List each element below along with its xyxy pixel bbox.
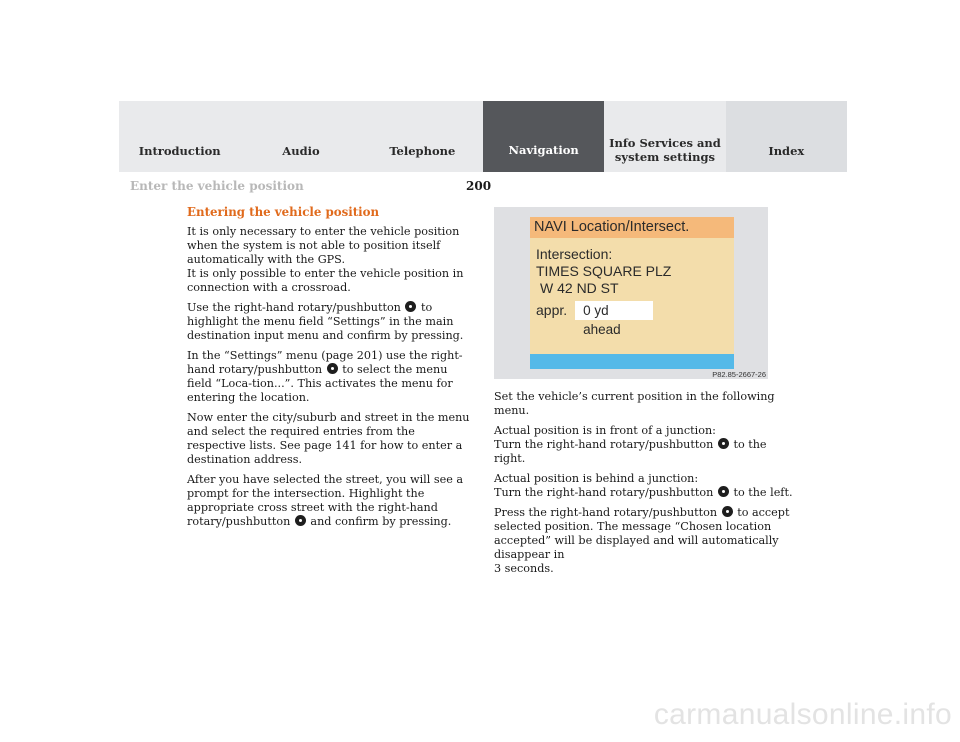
rotary-pushbutton-icon (295, 515, 306, 526)
screen-approx-value: 0 yd ahead (575, 301, 653, 320)
section-heading: Entering the vehicle position (187, 205, 380, 219)
text-segment: Turn the right-hand rotary/pushbutton (494, 438, 717, 451)
left-column (187, 205, 472, 535)
paragraph-location-menu (187, 349, 472, 405)
tab-telephone[interactable]: Telephone (362, 101, 483, 172)
navigation-display-figure (494, 207, 768, 379)
paragraph-gps (187, 225, 472, 295)
tab-navigation[interactable]: Navigation (483, 101, 604, 172)
screen-intersection-label: Intersection: (536, 246, 613, 262)
text-segment: Actual position is behind a junction: (494, 472, 699, 485)
screen-status-bar (530, 354, 734, 369)
tab-index[interactable]: Index (726, 101, 847, 172)
tab-info-services[interactable]: Info Services and system settings (604, 101, 725, 172)
rotary-pushbutton-icon (405, 301, 416, 312)
text-segment: After you have selected the street, you will see a prompt for the intersection. Highlight the appropriate cross street with the right-hand rotary/pushbutton (187, 473, 464, 528)
rotary-pushbutton-icon (327, 363, 338, 374)
paragraph-front-junction (494, 424, 794, 466)
screen-title: NAVI Location/Intersect. (530, 217, 734, 238)
screen-street-cross: W 42 ND ST (540, 280, 619, 296)
paragraph-settings (187, 301, 472, 343)
paragraph-behind-junction (494, 472, 794, 500)
tab-introduction[interactable]: Introduction (119, 101, 240, 172)
text-segment: and confirm by pressing. (306, 515, 452, 528)
rotary-pushbutton-icon (718, 438, 729, 449)
section-title: Enter the vehicle position (130, 179, 304, 193)
paragraph-set-position: Set the vehicle’s current position in the following menu. (494, 390, 775, 417)
text-segment: Actual position is in front of a junction: (494, 424, 716, 437)
screen-approx-row (536, 300, 653, 337)
figure-code: P82.85-2667-26 (712, 370, 766, 379)
text-segment: Turn the right-hand rotary/pushbutton (494, 486, 717, 499)
text-segment: to select the menu field “Loca-tion...”. This activates the menu for entering the location. (187, 363, 453, 404)
paragraph-crossroad-text: It is only possible to enter the vehicle position in connection with a crossroad. (187, 267, 464, 294)
site-watermark: carmanualsonline.info (653, 698, 952, 731)
paragraph-accept-position (494, 506, 794, 576)
tab-audio[interactable]: Audio (240, 101, 361, 172)
text-segment: to highlight the menu field “Settings” in the main destination input menu and confirm by pressing. (187, 301, 464, 342)
text-segment: to the left. (729, 486, 793, 499)
text-segment: to accept selected position. The message “Chosen location accepted” will be displayed and will automatically disappear in (494, 506, 790, 561)
text-segment: In the “Settings” menu (page 201) use the right-hand rotary/pushbutton (187, 349, 463, 376)
text-segment: to the right. (494, 438, 767, 465)
screen-approx-label: appr. (536, 302, 568, 318)
rotary-pushbutton-icon (718, 486, 729, 497)
chapter-tab-bar (119, 101, 847, 172)
screen-street-primary: TIMES SQUARE PLZ (536, 263, 672, 279)
paragraph-gps-text: It is only necessary to enter the vehicle position when the system is not able to position itself automatically with the GPS. (187, 225, 460, 266)
right-column (494, 390, 794, 582)
text-segment: Use the right-hand rotary/pushbutton (187, 301, 405, 314)
text-segment: Press the right-hand rotary/pushbutton (494, 506, 721, 519)
navigation-screen (530, 217, 734, 369)
paragraph-city-street: Now enter the city/suburb and street in the menu and select the required entries from the respective lists. See page 141 for how to enter a destination address. (187, 411, 470, 466)
page-number: 200 (466, 179, 492, 193)
paragraph-intersection (187, 473, 472, 529)
text-segment: 3 seconds. (494, 562, 554, 575)
rotary-pushbutton-icon (722, 506, 733, 517)
